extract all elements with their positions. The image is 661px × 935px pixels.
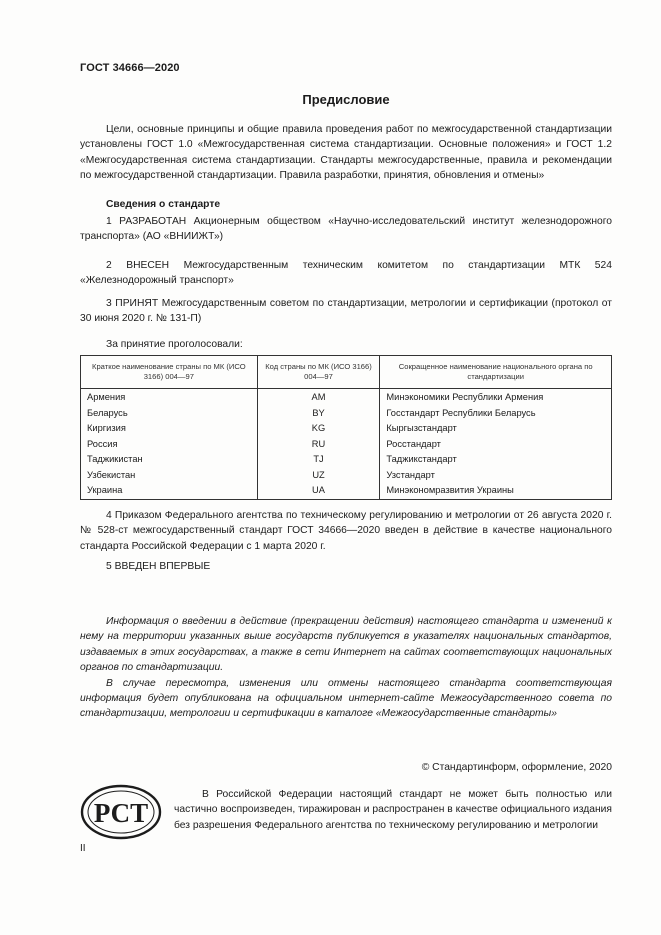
table-row <box>81 483 612 499</box>
table-row <box>81 421 612 437</box>
table-row <box>81 406 612 422</box>
logo-text: РСТ <box>93 798 149 828</box>
info-notes <box>80 614 612 722</box>
body-cell: Таджикстандарт <box>380 452 612 468</box>
info-note-publication: Информация о введении в действие (прекращении действия) настоящего стандарта и изменений к нему на территории указанных выше государств публикуется в указателях национальных стандартов, издаваемых в этих государствах, а также в сети Интернет на сайтах соответствующих национальных органов по стандартизации. <box>80 616 612 674</box>
header-country: Краткое наименование страны по МК (ИСО 3166) 004—97 <box>81 356 258 389</box>
item-enacted: 4 Приказом Федерального агентства по техническому регулированию и метрологии от 26 августа 2020 г. № 528-ст межгосударственный стандарт ГОСТ 34666—2020 введен в действие в качестве национального стандарта Российской Федерации с 1 марта 2020 г. <box>80 510 612 552</box>
table-row <box>81 389 612 406</box>
country-cell: Таджикистан <box>81 452 258 468</box>
vote-table-header <box>81 356 612 389</box>
page-number: II <box>80 843 86 854</box>
code-cell: TJ <box>257 452 380 468</box>
header-body: Сокращенное наименование национального органа по стандартизации <box>380 356 612 389</box>
body-cell: Минэкономики Республики Армения <box>380 389 612 406</box>
body-cell: Кыргызстандарт <box>380 421 612 437</box>
country-cell: Армения <box>81 389 258 406</box>
country-cell: Россия <box>81 437 258 453</box>
item-submitted: 2 ВНЕСЕН Межгосударственным техническим комитетом по стандартизации МТК 524 «Железнодорожный транспорт» <box>80 260 612 287</box>
rst-logo-icon <box>80 784 162 840</box>
table-row <box>81 437 612 453</box>
item-first-introduced: 5 ВВЕДЕН ВПЕРВЫЕ <box>106 561 211 572</box>
country-cell: Узбекистан <box>81 468 258 484</box>
header-code: Код страны по МК (ИСО 3166) 004—97 <box>257 356 380 389</box>
info-heading: Сведения о стандарте <box>106 199 221 210</box>
table-row <box>81 452 612 468</box>
item-adopted: 3 ПРИНЯТ Межгосударственным советом по стандартизации, метрологии и сертификации (протокол от 30 июня 2020 г. № 131-П) <box>80 298 612 325</box>
country-cell: Беларусь <box>81 406 258 422</box>
country-cell: Украина <box>81 483 258 499</box>
code-cell: UA <box>257 483 380 499</box>
vote-intro: За принятие проголосовали: <box>106 339 243 350</box>
body-cell: Госстандарт Республики Беларусь <box>380 406 612 422</box>
body-cell: Минэкономразвития Украины <box>380 483 612 499</box>
copyright: © Стандартинформ, оформление, 2020 <box>421 762 612 773</box>
info-note-revision: В случае пересмотра, изменения или отмены настоящего стандарта соответствующая информация будет опубликована на официальном интернет-сайте Межгосударственного совета по стандартизации, метрологии и сертификации в каталоге «Межгосударственные стандарты» <box>80 677 612 720</box>
copyright-notice: В Российской Федерации настоящий стандарт не может быть полностью или частично воспроизведен, тиражирован и распространен в качестве официального издания без разрешения Федерального агентства по техническому регулированию и метрологии <box>174 789 612 831</box>
body-cell: Росстандарт <box>380 437 612 453</box>
intro-paragraph: Цели, основные принципы и общие правила проведения работ по межгосударственной стандартизации установлены ГОСТ 1.0 «Межгосударственная система стандартизации. Основные положения» и ГОСТ 1.2 «Межгосударственная система стандартизации. Стандарты межгосударственные, правила и рекомендации по межгосударственной стандартизации. Правила разработки, принятия, обновления и отмены» <box>80 124 612 182</box>
vote-table <box>80 355 612 500</box>
page-title: Предисловие <box>302 92 390 107</box>
code-cell: RU <box>257 437 380 453</box>
table-row <box>81 468 612 484</box>
code-cell: UZ <box>257 468 380 484</box>
country-cell: Киргизия <box>81 421 258 437</box>
code-cell: BY <box>257 406 380 422</box>
code-cell: KG <box>257 421 380 437</box>
item-developed: 1 РАЗРАБОТАН Акционерным обществом «Научно-исследовательский институт железнодорожного транспорта» (АО «ВНИИЖТ») <box>80 216 612 243</box>
document-code: ГОСТ 34666—2020 <box>80 62 180 74</box>
body-cell: Узстандарт <box>380 468 612 484</box>
code-cell: AM <box>257 389 380 406</box>
